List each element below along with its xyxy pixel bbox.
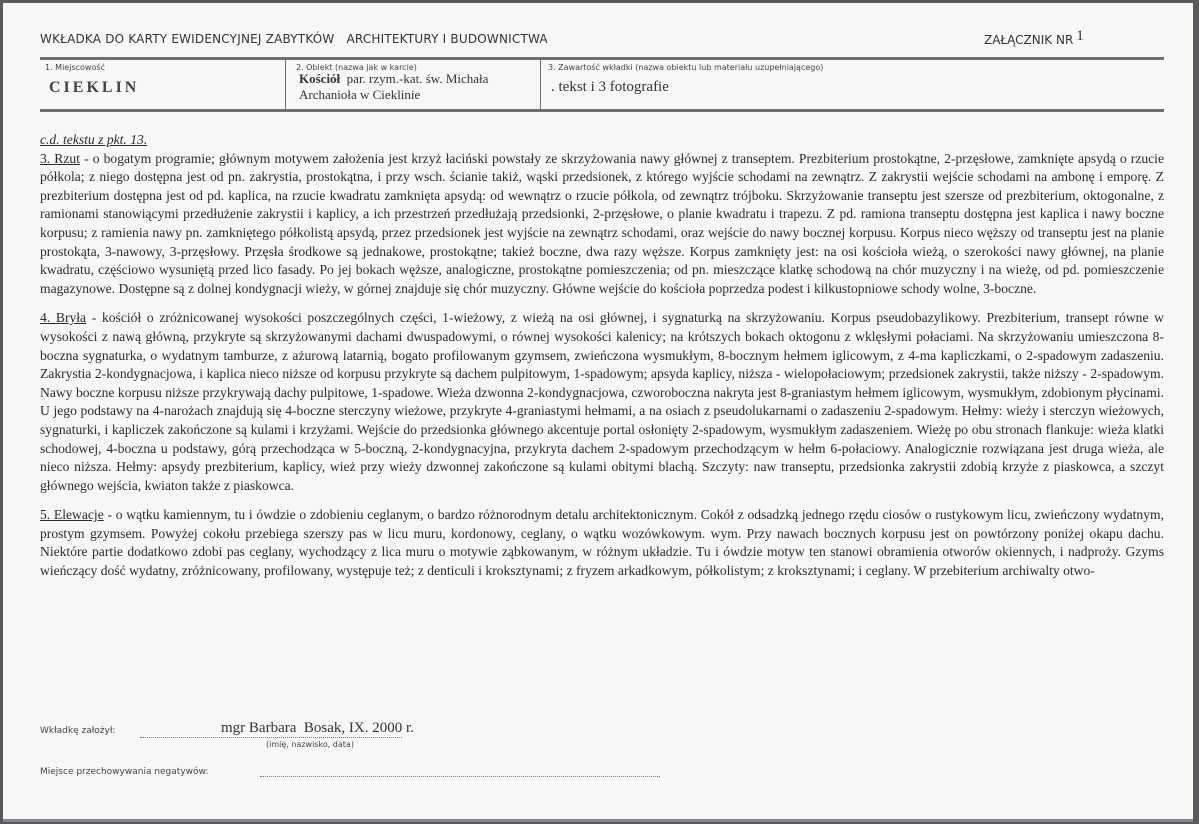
continuation-note: c.d. tekstu z pkt. 13.	[40, 132, 148, 147]
annex-label-text: ZAŁĄCZNIK NR	[984, 33, 1074, 47]
section-heading: 4. Bryła	[40, 310, 87, 326]
locality-label: 1. Miejscowość	[45, 63, 105, 72]
object-value-bold: Kościół	[299, 71, 341, 86]
annex-label	[984, 28, 1084, 49]
object-value-line2: Archanioła w Cieklinie	[299, 87, 421, 102]
cell-divider-2	[540, 60, 541, 109]
document-page	[3, 3, 1193, 822]
object-label: 2. Obiekt (nazwa jak w karcie)	[296, 63, 417, 72]
locality-value: CIEKLIN	[49, 79, 140, 96]
author-label: Wkładkę założył:	[40, 726, 116, 736]
cell-divider-1	[285, 60, 286, 109]
object-value-rest: par. rzym.-kat. św. Michała	[340, 71, 489, 86]
author-value: mgr Barbara Bosak, IX. 2000 r.	[221, 720, 414, 736]
form-title: WKŁADKA DO KARTY EWIDENCYJNEJ ZABYTKÓW ARCHITEKTURY I BUDOWNICTWA	[40, 32, 548, 46]
author-field-line[interactable]	[140, 737, 402, 738]
section-bryla	[40, 309, 1164, 495]
section-heading: 5. Elewacje	[40, 507, 104, 523]
section-rzut	[40, 150, 1164, 299]
contents-label: 3. Zawartość wkładki (nazwa obiektu lub materiału uzupełniającego)	[548, 63, 824, 72]
object-value	[299, 71, 539, 103]
section-text: - kościół o zróżnicowanej wysokości poszczególnych części, 1-wieżowy, z wieżą na osi głównej, i sygnaturką na skrzyżowaniu. Korpus pseudobazylikowy. Prezbiterium, transept równe w wysokości z nawą główną, przykryte są skrzyżowanymi dachami dwuspadowymi, o równej wysokości kalenicy; na krótszych bokach oktogonu z wklęsłymi połaciami. Na skrzyżowaniu umieszczona 8-boczna sygnaturka, o wydatnym tamburze, z ażurową latarnią, bogato profilowanym gzymsem, zwieńczona wysmukłym, 8-bocznym hełmem iglicowym, z 4-ma kapliczkami, o 2-spadowym zadaszeniu. Zakrystia 2-kondygnacjowa, i kaplica nieco niższe od korpusu przykryte są dachem pulpitowym, 1-spadowym; apsyda kaplicy, niższa - wielopołaciowym; przedsionek zakrystii, także niższy - 2-spadowym. Nawy boczne korpusu niższe przykrywają dachy pulpitowe, 1-spadowe. Wieża dzwonna 2-kondygnacjowa, czworoboczna nakryta jest 8-graniastym hełmem iglicowym, wysmukłym, zdobionym płycinami. U jego podstawy na 4-narożach znajdują się 4-boczne sterczyny wieżowe, przykryte 4-graniastymi hełmami, a na osiach z pseudolukarnami o zadaszeniu 2-spadowym. Hełmy: wieży i sterczyn wieżowych, sygnaturki, i kapliczek zakończone są kulami i krzyżami. Wejście do przedsionka głównego akcentuje portal osłonięty 2-spadowym, wysmukłym zadaszeniem. Wieżę po obu stronach flankuje: wieża klatki schodowej, 4-boczna u podstawy, górą przechodząca w 5-boczną, 2-kondygnacyjna, przykryta dachem 2-spadowym przechodzącym w hełm 6-połaciowy. Analogicznie rozwiązana jest druga wieża, ale nieco niższa. Hełmy: apsydy prezbiterium, kaplicy, wież przy wieży dzwonnej zakończone są kulami obitymi blachą. Szczyty: naw transeptu, przedsionka zakrystii zdobią krzyże z piaskowca, a szczyt głównego wejścia, kwiaton także z piaskowca.	[40, 310, 1164, 493]
negatives-label: Miejsce przechowywania negatywów:	[40, 767, 209, 777]
annex-number: 1	[1076, 28, 1084, 44]
negatives-field-line[interactable]	[260, 776, 660, 777]
section-elewacje	[40, 506, 1164, 580]
contents-value: . tekst i 3 fotografie	[551, 79, 669, 95]
section-heading: 3. Rzut	[40, 150, 80, 166]
header-rule-bottom	[40, 109, 1164, 112]
section-text: - o bogatym programie; głównym motywem założenia jest krzyż łaciński powstały ze skrzyżowania nawy głównej z transeptem. Prezbiterium prostokątne, 2-przęsłowe, zamknięte apsydą o rzucie półkola; z niego dostępna jest od pn. zakrystia, prostokątna, i przy wsch. ścianie takiż, wąski przedsionek, z którego wyjście schodami na zewnątrz. Z zakrystii wejście schodami na ambonę i emporę. Z prezbiterium dostępna jest od pd. kaplica, na rzucie kwadratu zamknięta apsydą: od wewnątrz o rzucie półkola, od zewnątrz trójboku. Skrzyżowanie transeptu jest szersze od prezbiterium, oktogonalne, z ramionami stanowiącymi przedłużenie zakrystii i kaplicy, a ich przestrzeń przedłużają przedsionki, 2-przęsłowe, o planie kwadratu i trapezu. Z pd. ramiona transeptu dostępna jest kaplica i nawy boczne korpusu; z ramienia nawy pn. zamkniętego półkolistą apsydą, przez przedsionek jest wyjście na zewnątrz schodami, oraz wejście do nawy bocznej korpusu. Korpus nieco węższy od transeptu jest na planie prostokąta, 3-nawowy, 3-przęsłowy. Przęsła środkowe są jednakowe, prostokątne; takież boczne, dwa razy węższe. Korpus zamknięty jest: na osi kościoła wieżą, o szerokości nawy głównej, na planie kwadratu, częściowo wysuniętą przed lico fasady. Po jej bokach węższe, analogiczne, prostokątne pomieszczenia; od pn. mieszczące klatkę schodową na chór muzyczny i na wieżę, od pd. pomieszczenie magazynowe. Dostępne są z dolnej kondygnacji wieży, w górnej znajduje się chór muzyczny. Główne wejście do kościoła poprzedza podest i kilkustopniowe schody wolne, 3-boczne.	[40, 150, 1164, 296]
document-body	[40, 131, 1164, 581]
header-rule-top	[40, 57, 1164, 60]
author-hint: (imię, nazwisko, data)	[266, 740, 354, 749]
section-text: - o wątku kamiennym, tu i ówdzie o zdobieniu ceglanym, o bardzo różnorodnym detalu architektonicznym. Cokół z odsadzką jednego rzędu ciosów o rustykowym licu, zwieńczony wydatnym, prostym gzymsem. Powyżej cokołu przebiega szerszy pas w licu muru, kordonowy, ceglany, o wątku wozówkowym. wym. Przy nawach bocznych korpusu jest on powtórzony poniżej okapu dachu. Niektóre partie dodatkowo zdobi pas ceglany, wychodzący z lica muru o motywie ząbkowanym, w różnym układzie. Tu i ówdzie motyw ten stanowi obramienia otworów okiennych, i nadproży. Gzyms wieńczący dość wydatny, zróżnicowany, profilowany, występuje też; z denticuli i kroksztynami; z fryzem arkadkowym, półkolistym; z kroksztynami; i ceglany. W przebiterium archiwalty otwo-	[40, 507, 1164, 579]
